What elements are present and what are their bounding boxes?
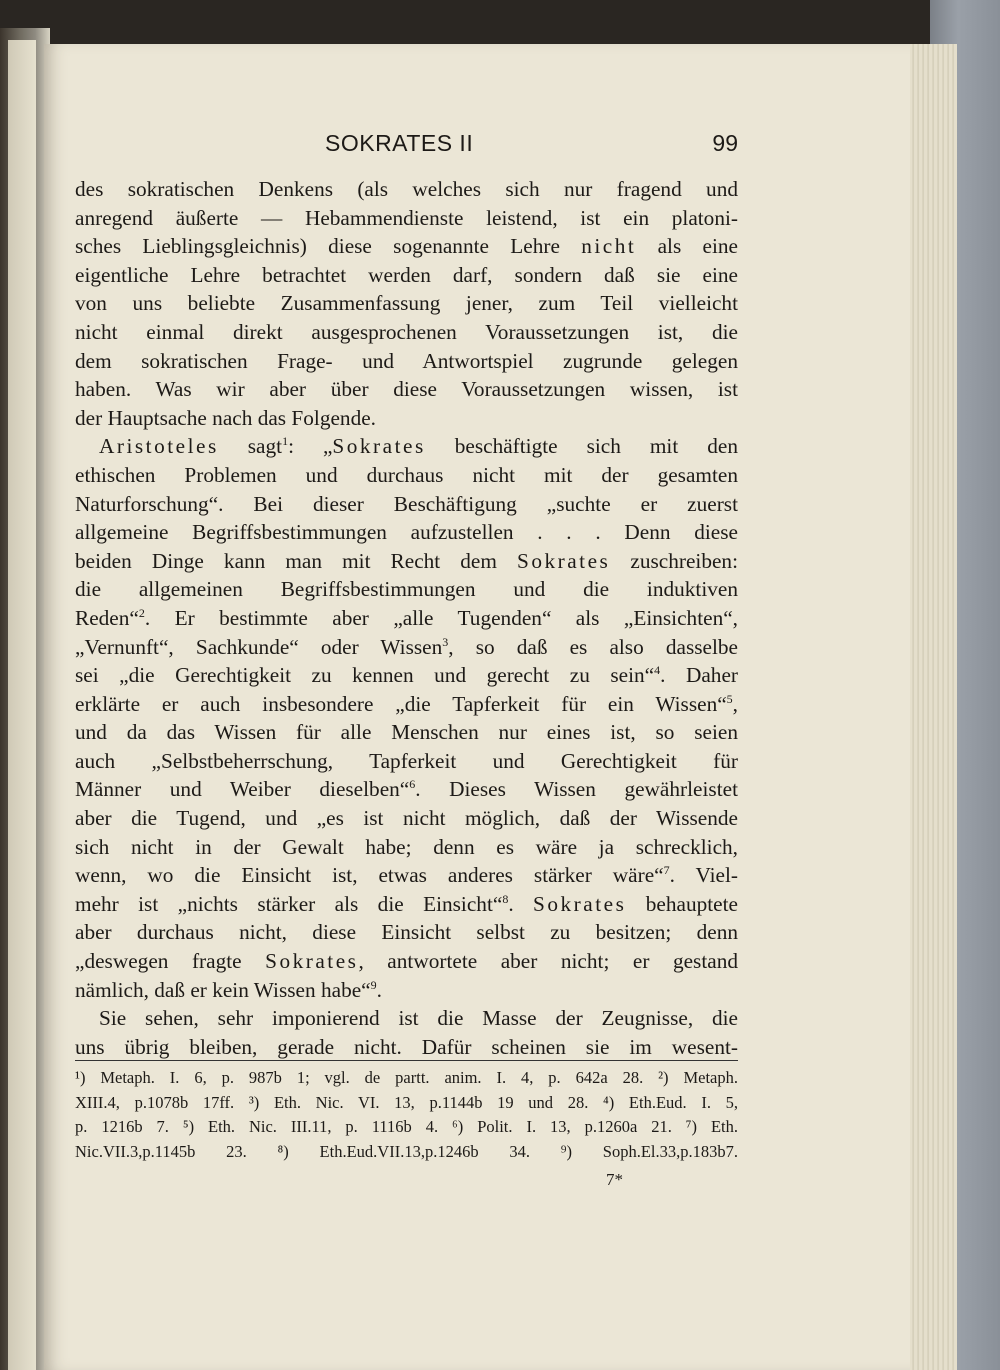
page-number: 99 xyxy=(712,130,738,156)
text-line: allgemeine Begriffsbestimmungen aufzustellen . . . Denn diese xyxy=(75,520,738,545)
text-line: Sie sehen, sehr imponierend ist die Masse der Zeugnisse, die xyxy=(99,1006,738,1031)
text-line: dem sokratischen Frage- und Antwortspiel zugrunde gelegen xyxy=(75,348,738,373)
footnote-line: p. 1216b 7. ⁵) Eth. Nic. III.11, p. 1116b 4. ⁶) Polit. I. 13, p.1260a 21. ⁷) Eth. xyxy=(75,1117,738,1136)
footnote-line: ¹) Metaph. I. 6, p. 987b 1; vgl. de partt. anim. I. 4, p. 642a 28. ²) Metaph. xyxy=(75,1068,738,1087)
text-line: eigentliche Lehre betrachtet werden darf, sondern daß sie eine xyxy=(75,262,738,287)
text-line: erklärte er auch insbesondere „die Tapferkeit für ein Wissen“$^5$, xyxy=(75,691,738,716)
text-line: Aristoteles sagt$^1$: „Sokrates beschäftigte sich mit den xyxy=(99,434,738,459)
footnote-line: XIII.4, p.1078b 17ff. ³) Eth. Nic. VI. 13, p.1144b 19 und 28. ⁴) Eth.Eud. I. 5, xyxy=(75,1092,738,1112)
footnote-ref: 8 xyxy=(502,891,509,906)
text-line: sich nicht in der Gewalt habe; denn es wäre ja schrecklich, xyxy=(75,834,738,859)
text-line: von uns beliebte Zusammenfassung jener, zum Teil vielleicht xyxy=(75,291,738,316)
signature-mark: 7* xyxy=(606,1170,623,1189)
emphasis: Sokrates xyxy=(533,891,627,916)
footnote-ref: 4 xyxy=(654,663,661,678)
footnote-ref: 9 xyxy=(370,977,377,992)
text-line: Reden“$^2$. Er bestimmte aber „alle Tugenden“ als „Einsichten“, xyxy=(75,605,738,630)
text-line: „deswegen fragte Sokrates, antwortete aber nicht; er gestand xyxy=(75,949,738,974)
emphasis: Aristoteles xyxy=(99,434,219,459)
text-line: uns übrig bleiben, gerade nicht. Dafür scheinen sie im wesent- xyxy=(75,1034,738,1059)
footnote-rule xyxy=(75,1060,738,1061)
footnote-ref: 7 xyxy=(663,863,670,878)
text-line: beiden Dinge kann man mit Recht dem Sokrates zuschreiben: xyxy=(75,548,738,573)
footnotes xyxy=(75,1066,738,1164)
footnote-ref: 6 xyxy=(409,777,416,792)
text-line: ethischen Problemen und durchaus nicht mit der gesamten xyxy=(75,462,738,487)
text-line: Naturforschung“. Bei dieser Beschäftigung „suchte er zuerst xyxy=(75,491,738,516)
text-line: sei „die Gerechtigkeit zu kennen und gerecht zu sein“$^4$. Daher xyxy=(75,663,738,688)
text-line: wenn, wo die Einsicht ist, etwas anderes stärker wäre“$^7$. Viel- xyxy=(75,863,738,888)
running-head: SOKRATES II xyxy=(325,130,474,156)
text-line: „Vernunft“, Sachkunde“ oder Wissen$^3$, so daß es also dasselbe xyxy=(75,634,738,659)
footnote-ref: 1 xyxy=(282,434,289,449)
text-line: Männer und Weiber dieselben“$^6$. Dieses Wissen gewährleistet xyxy=(75,777,738,802)
text-line: sches Lieblingsgleichnis) diese sogenannte Lehre nicht als eine xyxy=(75,234,738,259)
previous-page-edge xyxy=(8,40,36,1370)
text-line: und da das Wissen für alle Menschen nur eines ist, so seien xyxy=(75,720,738,745)
text-line: auch „Selbstbeherrschung, Tapferkeit und Gerechtigkeit für xyxy=(75,748,738,773)
text-line: nämlich, daß er kein Wissen habe“$^9$. xyxy=(75,977,382,1002)
text-line: haben. Was wir aber über diese Voraussetzungen wissen, ist xyxy=(75,377,738,402)
text-line: mehr ist „nichts stärker als die Einsicht“$^8$. Sokrates behauptete xyxy=(75,891,738,916)
footnote-ref: 3 xyxy=(442,634,449,649)
main-text xyxy=(75,175,738,1061)
emphasis: Sokrates xyxy=(265,949,359,974)
emphasis: nicht xyxy=(581,234,637,259)
text-line: des sokratischen Denkens (als welches sich nur fragend und xyxy=(75,177,738,201)
text-line: der Hauptsache nach das Folgende. xyxy=(75,405,377,430)
text-line: aber durchaus nicht, diese Einsicht selbst zu besitzen; denn xyxy=(75,920,738,945)
emphasis: Sokrates xyxy=(332,434,426,459)
text-line: nicht einmal direkt ausgesprochenen Voraussetzungen ist, die xyxy=(75,319,738,344)
emphasis: Sokrates xyxy=(516,548,611,573)
text-line: anregend äußerte — Hebammendienste leistend, ist ein platoni- xyxy=(75,205,738,230)
text-line: aber die Tugend, und „es ist nicht möglich, daß der Wissende xyxy=(75,806,738,831)
footnote-ref: 5 xyxy=(726,691,733,706)
footnote-ref: 2 xyxy=(138,605,145,620)
footnote-line: Nic.VII.3,p.1145b 23. ⁸) Eth.Eud.VII.13,p.1246b 34. ⁹) Soph.El.33,p.183b7. xyxy=(75,1141,738,1161)
page-header xyxy=(75,130,738,160)
text-line: die allgemeinen Begriffsbestimmungen und die induktiven xyxy=(75,577,738,602)
